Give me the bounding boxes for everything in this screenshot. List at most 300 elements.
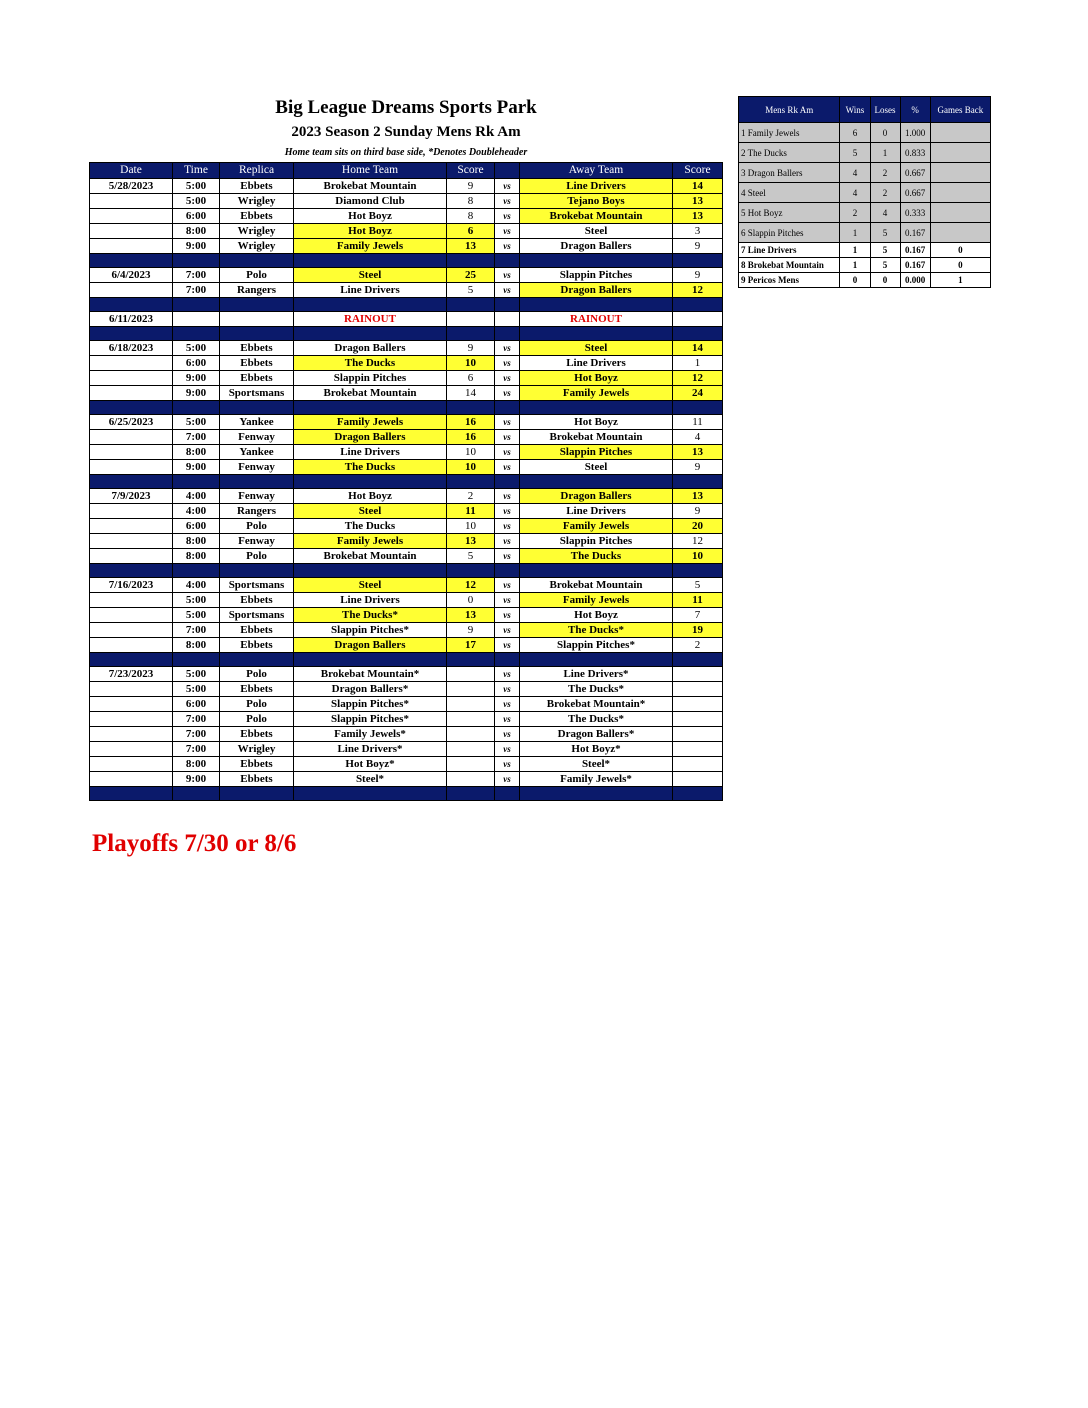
vs-label: vs [495, 623, 520, 638]
standings-rank: 9 [741, 275, 746, 285]
away-score: 2 [673, 638, 723, 653]
game-date: 6/4/2023 [90, 268, 173, 283]
game-date [90, 712, 173, 727]
separator-cell [447, 787, 495, 801]
game-date: 6/11/2023 [90, 312, 173, 327]
vs-label: vs [495, 772, 520, 787]
standings-games-back: 1 [930, 273, 990, 288]
away-team: Steel [520, 224, 673, 239]
vs-label: vs [495, 593, 520, 608]
home-score: 10 [447, 460, 495, 475]
separator-cell [673, 787, 723, 801]
away-team: The Ducks* [520, 712, 673, 727]
game-time: 4:00 [173, 504, 220, 519]
game-time: 5:00 [173, 415, 220, 430]
vs-label: vs [495, 489, 520, 504]
separator-cell [220, 564, 294, 578]
vs-label: vs [495, 682, 520, 697]
home-score: 17 [447, 638, 495, 653]
home-team: The Ducks [294, 356, 447, 371]
game-date [90, 445, 173, 460]
week-separator-row [90, 401, 723, 415]
separator-cell [220, 254, 294, 268]
standings-pct: 0.167 [900, 243, 930, 258]
separator-cell [495, 564, 520, 578]
away-team: Line Drivers [520, 179, 673, 194]
separator-cell [673, 564, 723, 578]
game-field: Ebbets [220, 371, 294, 386]
separator-cell [173, 298, 220, 312]
away-score: 13 [673, 489, 723, 504]
vs-label: vs [495, 504, 520, 519]
game-time: 6:00 [173, 209, 220, 224]
away-team: Line Drivers [520, 356, 673, 371]
standings-pct: 0.833 [900, 143, 930, 163]
home-score [447, 312, 495, 327]
standings-wins: 4 [840, 183, 870, 203]
game-field: Ebbets [220, 638, 294, 653]
home-score: 25 [447, 268, 495, 283]
game-field: Wrigley [220, 224, 294, 239]
game-row [90, 430, 723, 445]
game-field: Sportsmans [220, 578, 294, 593]
separator-cell [90, 254, 173, 268]
game-time: 9:00 [173, 371, 220, 386]
game-row [90, 386, 723, 401]
vs-label: vs [495, 415, 520, 430]
home-team: Brokebat Mountain* [294, 667, 447, 682]
separator-cell [294, 564, 447, 578]
separator-cell [673, 254, 723, 268]
standings-wins: 1 [840, 243, 870, 258]
col-field-header: Replica [220, 163, 294, 179]
standings-header-row [739, 97, 991, 123]
away-score: 13 [673, 445, 723, 460]
separator-cell [495, 298, 520, 312]
separator-cell [447, 298, 495, 312]
away-team: Dragon Ballers [520, 239, 673, 254]
standings-loses: 2 [870, 183, 900, 203]
home-score: 8 [447, 194, 495, 209]
separator-cell [173, 475, 220, 489]
standings-team-cell [739, 143, 840, 163]
away-score: 4 [673, 430, 723, 445]
separator-cell [90, 475, 173, 489]
week-separator-row [90, 653, 723, 667]
home-score: 16 [447, 430, 495, 445]
game-row [90, 312, 723, 327]
standings-rank: 6 [741, 227, 746, 238]
home-team: Line Drivers [294, 593, 447, 608]
separator-cell [495, 254, 520, 268]
away-team: Brokebat Mountain [520, 578, 673, 593]
game-field: Polo [220, 697, 294, 712]
home-team: Family Jewels [294, 415, 447, 430]
separator-cell [90, 787, 173, 801]
game-date [90, 283, 173, 298]
standings-team-cell [739, 163, 840, 183]
home-score: 14 [447, 386, 495, 401]
week-separator-row [90, 787, 723, 801]
game-row [90, 209, 723, 224]
game-time: 6:00 [173, 519, 220, 534]
away-score [673, 742, 723, 757]
away-score [673, 772, 723, 787]
game-time: 6:00 [173, 697, 220, 712]
away-score: 7 [673, 608, 723, 623]
home-team: Steel* [294, 772, 447, 787]
game-date [90, 742, 173, 757]
game-time: 5:00 [173, 179, 220, 194]
home-team: Line Drivers [294, 445, 447, 460]
game-field: Yankee [220, 445, 294, 460]
home-team: Dragon Ballers [294, 430, 447, 445]
separator-cell [495, 653, 520, 667]
game-time: 7:00 [173, 268, 220, 283]
vs-label: vs [495, 371, 520, 386]
vs-label: vs [495, 727, 520, 742]
home-score: 9 [447, 623, 495, 638]
home-score: 11 [447, 504, 495, 519]
game-date [90, 460, 173, 475]
home-team: Hot Boyz [294, 224, 447, 239]
separator-cell [520, 787, 673, 801]
away-team: Dragon Ballers* [520, 727, 673, 742]
home-score [447, 712, 495, 727]
standings-games-back [930, 123, 990, 143]
standings-loses: 5 [870, 223, 900, 243]
game-row [90, 504, 723, 519]
standings-rank: 7 [741, 245, 746, 255]
vs-label: vs [495, 179, 520, 194]
standings-games-back: 0 [930, 258, 990, 273]
home-team: Brokebat Mountain [294, 386, 447, 401]
col-away-header: Away Team [520, 163, 673, 179]
game-time: 5:00 [173, 608, 220, 623]
away-score: 14 [673, 341, 723, 356]
home-team: Dragon Ballers* [294, 682, 447, 697]
away-score [673, 312, 723, 327]
game-time: 9:00 [173, 239, 220, 254]
separator-cell [90, 298, 173, 312]
game-row [90, 682, 723, 697]
game-row [90, 179, 723, 194]
vs-label [495, 312, 520, 327]
home-team: Hot Boyz* [294, 757, 447, 772]
standings-team-cell [739, 183, 840, 203]
vs-label: vs [495, 757, 520, 772]
separator-cell [173, 653, 220, 667]
home-score: 0 [447, 593, 495, 608]
game-date [90, 549, 173, 564]
standings-wins: 0 [840, 273, 870, 288]
separator-cell [220, 298, 294, 312]
home-score [447, 727, 495, 742]
standings-team-name: Pericos Mens [747, 275, 799, 285]
away-score [673, 727, 723, 742]
vs-label: vs [495, 742, 520, 757]
separator-cell [520, 564, 673, 578]
home-score: 9 [447, 341, 495, 356]
home-score: 2 [447, 489, 495, 504]
separator-cell [90, 401, 173, 415]
away-team: RAINOUT [520, 312, 673, 327]
home-team: Dragon Ballers [294, 638, 447, 653]
playoffs-notice: Playoffs 7/30 or 8/6 [92, 830, 297, 857]
home-team: Slappin Pitches* [294, 697, 447, 712]
game-time: 5:00 [173, 194, 220, 209]
vs-label: vs [495, 283, 520, 298]
away-team: Brokebat Mountain [520, 430, 673, 445]
game-field: Wrigley [220, 239, 294, 254]
away-team: Slappin Pitches [520, 268, 673, 283]
separator-cell [90, 327, 173, 341]
game-date [90, 608, 173, 623]
standings-team-name: Brokebat Mountain [747, 260, 824, 270]
standings-division-header: Mens Rk Am [739, 97, 840, 123]
away-score: 19 [673, 623, 723, 638]
home-score [447, 697, 495, 712]
separator-cell [220, 475, 294, 489]
col-home-score-header: Score [447, 163, 495, 179]
game-row [90, 742, 723, 757]
vs-label: vs [495, 667, 520, 682]
away-team: Slappin Pitches [520, 445, 673, 460]
game-row [90, 489, 723, 504]
vs-label: vs [495, 341, 520, 356]
game-field: Fenway [220, 534, 294, 549]
vs-label: vs [495, 224, 520, 239]
game-time: 9:00 [173, 772, 220, 787]
standings-pct: 0.667 [900, 183, 930, 203]
game-row [90, 549, 723, 564]
separator-cell [294, 298, 447, 312]
home-team: Hot Boyz [294, 209, 447, 224]
home-team: Hot Boyz [294, 489, 447, 504]
game-field: Ebbets [220, 179, 294, 194]
home-team: Dragon Ballers [294, 341, 447, 356]
standings-team-name: Steel [747, 187, 766, 198]
week-separator-row [90, 475, 723, 489]
game-time: 7:00 [173, 283, 220, 298]
separator-cell [520, 475, 673, 489]
vs-label: vs [495, 519, 520, 534]
game-date [90, 534, 173, 549]
away-score [673, 757, 723, 772]
vs-label: vs [495, 194, 520, 209]
standings-wins: 6 [840, 123, 870, 143]
home-team: Slappin Pitches* [294, 712, 447, 727]
game-row [90, 460, 723, 475]
standings-games-back [930, 143, 990, 163]
standings-wins-header: Wins [840, 97, 870, 123]
home-score: 10 [447, 445, 495, 460]
away-team: Line Drivers [520, 504, 673, 519]
standings-team-cell [739, 203, 840, 223]
standings-row [739, 163, 991, 183]
vs-label: vs [495, 209, 520, 224]
standings-loses: 1 [870, 143, 900, 163]
separator-cell [673, 653, 723, 667]
game-row [90, 341, 723, 356]
separator-cell [447, 327, 495, 341]
game-date [90, 623, 173, 638]
away-team: The Ducks* [520, 682, 673, 697]
away-team: Hot Boyz [520, 608, 673, 623]
game-date [90, 772, 173, 787]
standings-loses: 0 [870, 273, 900, 288]
vs-label: vs [495, 578, 520, 593]
standings-pct-header: % [900, 97, 930, 123]
game-field: Rangers [220, 283, 294, 298]
game-field: Polo [220, 712, 294, 727]
away-team: Tejano Boys [520, 194, 673, 209]
separator-cell [495, 401, 520, 415]
separator-cell [447, 401, 495, 415]
standings-loses: 2 [870, 163, 900, 183]
standings-team-name: Hot Boyz [747, 207, 783, 218]
away-score [673, 712, 723, 727]
game-time: 5:00 [173, 682, 220, 697]
away-team: Family Jewels* [520, 772, 673, 787]
separator-cell [90, 564, 173, 578]
game-time: 4:00 [173, 489, 220, 504]
away-team: The Ducks [520, 549, 673, 564]
game-row [90, 667, 723, 682]
standings-row [739, 203, 991, 223]
game-row [90, 283, 723, 298]
home-score: 13 [447, 534, 495, 549]
standings-team-name: Family Jewels [747, 127, 800, 138]
home-score: 13 [447, 239, 495, 254]
game-date [90, 239, 173, 254]
game-date [90, 371, 173, 386]
standings-team-cell [739, 123, 840, 143]
separator-cell [520, 327, 673, 341]
vs-label: vs [495, 386, 520, 401]
home-team: Brokebat Mountain [294, 179, 447, 194]
game-field: Ebbets [220, 593, 294, 608]
separator-cell [173, 564, 220, 578]
game-time: 6:00 [173, 356, 220, 371]
separator-cell [673, 401, 723, 415]
game-date [90, 386, 173, 401]
standings-table [738, 96, 991, 288]
vs-label: vs [495, 445, 520, 460]
away-score: 1 [673, 356, 723, 371]
home-team: Steel [294, 578, 447, 593]
week-separator-row [90, 254, 723, 268]
away-team: Line Drivers* [520, 667, 673, 682]
week-separator-row [90, 298, 723, 312]
separator-cell [294, 787, 447, 801]
game-row [90, 608, 723, 623]
game-row [90, 578, 723, 593]
separator-cell [673, 475, 723, 489]
game-date [90, 519, 173, 534]
home-score: 12 [447, 578, 495, 593]
standings-team-name: Dragon Ballers [747, 167, 803, 178]
standings-wins: 5 [840, 143, 870, 163]
vs-label: vs [495, 430, 520, 445]
col-vs-header [495, 163, 520, 179]
separator-cell [520, 298, 673, 312]
game-row [90, 772, 723, 787]
separator-cell [90, 653, 173, 667]
away-team: The Ducks* [520, 623, 673, 638]
standings-loses: 5 [870, 243, 900, 258]
home-score: 13 [447, 608, 495, 623]
game-row [90, 519, 723, 534]
away-score: 5 [673, 578, 723, 593]
home-score: 10 [447, 519, 495, 534]
vs-label: vs [495, 697, 520, 712]
game-row [90, 371, 723, 386]
away-team: Hot Boyz [520, 415, 673, 430]
separator-cell [294, 401, 447, 415]
separator-cell [220, 787, 294, 801]
game-time: 8:00 [173, 549, 220, 564]
game-time: 9:00 [173, 460, 220, 475]
away-score: 12 [673, 534, 723, 549]
home-team: The Ducks [294, 460, 447, 475]
home-score [447, 742, 495, 757]
vs-label: vs [495, 460, 520, 475]
standings-pct: 0.000 [900, 273, 930, 288]
standings-pct: 0.667 [900, 163, 930, 183]
home-team: RAINOUT [294, 312, 447, 327]
game-field: Ebbets [220, 727, 294, 742]
vs-label: vs [495, 268, 520, 283]
home-team: Family Jewels [294, 534, 447, 549]
game-time [173, 312, 220, 327]
game-field: Ebbets [220, 623, 294, 638]
separator-cell [447, 564, 495, 578]
game-time: 8:00 [173, 534, 220, 549]
game-time: 9:00 [173, 386, 220, 401]
vs-label: vs [495, 356, 520, 371]
home-team: The Ducks* [294, 608, 447, 623]
separator-cell [294, 327, 447, 341]
separator-cell [173, 401, 220, 415]
away-score: 24 [673, 386, 723, 401]
standings-gb-header: Games Back [930, 97, 990, 123]
game-row [90, 415, 723, 430]
separator-cell [520, 254, 673, 268]
game-time: 8:00 [173, 638, 220, 653]
away-score [673, 697, 723, 712]
game-date [90, 224, 173, 239]
separator-cell [294, 475, 447, 489]
home-team: Steel [294, 504, 447, 519]
game-date [90, 697, 173, 712]
game-row [90, 593, 723, 608]
away-team: Steel* [520, 757, 673, 772]
away-team: Steel [520, 341, 673, 356]
game-field: Rangers [220, 504, 294, 519]
home-score: 9 [447, 179, 495, 194]
separator-cell [173, 327, 220, 341]
game-date [90, 356, 173, 371]
game-date [90, 194, 173, 209]
away-score: 12 [673, 371, 723, 386]
game-row [90, 194, 723, 209]
away-score [673, 667, 723, 682]
separator-cell [447, 653, 495, 667]
away-team: Slappin Pitches* [520, 638, 673, 653]
home-team: Line Drivers* [294, 742, 447, 757]
home-score [447, 757, 495, 772]
